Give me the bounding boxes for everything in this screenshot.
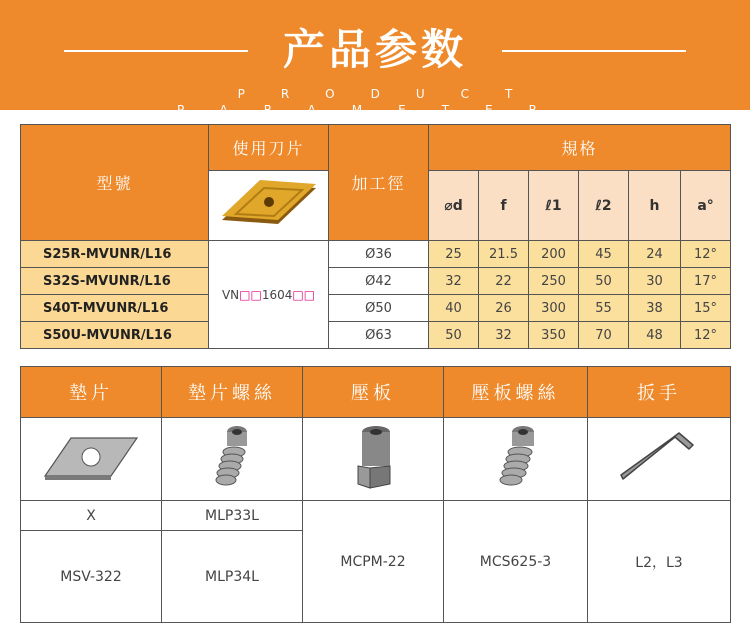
table-row <box>21 322 731 349</box>
table-row <box>21 295 731 322</box>
clamp-cell: MCPM-22 <box>303 501 444 623</box>
bore-cell: Ø63 <box>329 322 429 349</box>
shim-image-cell <box>21 418 162 501</box>
l1-cell: 200 <box>529 241 579 268</box>
model-cell: S25R-MVUNR/L16 <box>21 241 209 268</box>
wrench-image-cell <box>588 418 731 501</box>
clamp-image-cell <box>303 418 444 501</box>
clamp-header: 壓板 <box>303 367 444 418</box>
table-row <box>21 241 731 268</box>
d-cell: 50 <box>429 322 479 349</box>
insert-code-cell <box>209 241 329 349</box>
table-row <box>21 268 731 295</box>
h-cell: 48 <box>629 322 681 349</box>
d-cell: 25 <box>429 241 479 268</box>
f-cell: 26 <box>479 295 529 322</box>
a-cell: 12° <box>681 241 731 268</box>
wrench-icon <box>619 427 699 487</box>
page-title: 产品参数 <box>282 25 467 74</box>
bore-cell: Ø36 <box>329 241 429 268</box>
shim-screw-row2-cell: MLP34L <box>162 531 303 623</box>
l1-cell: 300 <box>529 295 579 322</box>
a-cell: 15° <box>681 295 731 322</box>
col-l1: ℓ1 <box>529 171 579 241</box>
h-cell: 38 <box>629 295 681 322</box>
col-l2: ℓ2 <box>579 171 629 241</box>
spec-header: 規格 <box>429 125 731 171</box>
clamp-screw-header: 壓板螺絲 <box>444 367 588 418</box>
col-h: h <box>629 171 681 241</box>
bore-header: 加工徑 <box>329 125 429 241</box>
l2-cell: 70 <box>579 322 629 349</box>
l1-cell: 250 <box>529 268 579 295</box>
a-cell: 17° <box>681 268 731 295</box>
model-cell: S50U-MVUNR/L16 <box>21 322 209 349</box>
shim-screw-header: 墊片螺絲 <box>162 367 303 418</box>
clamp-screw-cell: MCS625-3 <box>444 501 588 623</box>
insert-image-cell <box>209 171 329 241</box>
model-header: 型號 <box>21 125 209 241</box>
clamp-screw-image-cell <box>444 418 588 501</box>
f-cell: 21.5 <box>479 241 529 268</box>
model-cell: S32S-MVUNR/L16 <box>21 268 209 295</box>
wrench-header: 扳手 <box>588 367 731 418</box>
h-cell: 24 <box>629 241 681 268</box>
clamp-screw-icon <box>491 422 541 492</box>
model-cell: S40T-MVUNR/L16 <box>21 295 209 322</box>
insert-code-glyphs-a: □□ <box>239 287 262 302</box>
l1-cell: 350 <box>529 322 579 349</box>
l2-cell: 50 <box>579 268 629 295</box>
shim-header: 墊片 <box>21 367 162 418</box>
shim-row2-cell: MSV-322 <box>21 531 162 623</box>
wrench-cell: L2，L3 <box>588 501 731 623</box>
shim-icon <box>41 432 141 482</box>
col-d: ⌀d <box>429 171 479 241</box>
shim-screw-image-cell <box>162 418 303 501</box>
insert-header: 使用刀片 <box>209 125 329 171</box>
d-cell: 40 <box>429 295 479 322</box>
d-cell: 32 <box>429 268 479 295</box>
shim-screw-row1-cell: MLP33L <box>162 501 303 531</box>
l2-cell: 45 <box>579 241 629 268</box>
col-f: f <box>479 171 529 241</box>
clamp-icon <box>348 422 398 492</box>
spec-table <box>20 124 731 349</box>
f-cell: 32 <box>479 322 529 349</box>
a-cell: 12° <box>681 322 731 349</box>
insert-code-glyphs-b: □□ <box>292 287 316 302</box>
shim-screw-icon <box>207 422 257 492</box>
insert-icon <box>214 176 324 232</box>
bore-cell: Ø42 <box>329 268 429 295</box>
h-cell: 30 <box>629 268 681 295</box>
l2-cell: 55 <box>579 295 629 322</box>
shim-row1-cell: X <box>21 501 162 531</box>
page-subtitle: PRODUCT PARAMETER <box>177 87 573 117</box>
bore-cell: Ø50 <box>329 295 429 322</box>
parts-table <box>20 366 731 623</box>
insert-code-prefix: VN <box>221 287 240 302</box>
insert-code-mid: 1604 <box>261 287 293 302</box>
header-banner <box>0 0 750 117</box>
f-cell: 22 <box>479 268 529 295</box>
col-a: a° <box>681 171 731 241</box>
